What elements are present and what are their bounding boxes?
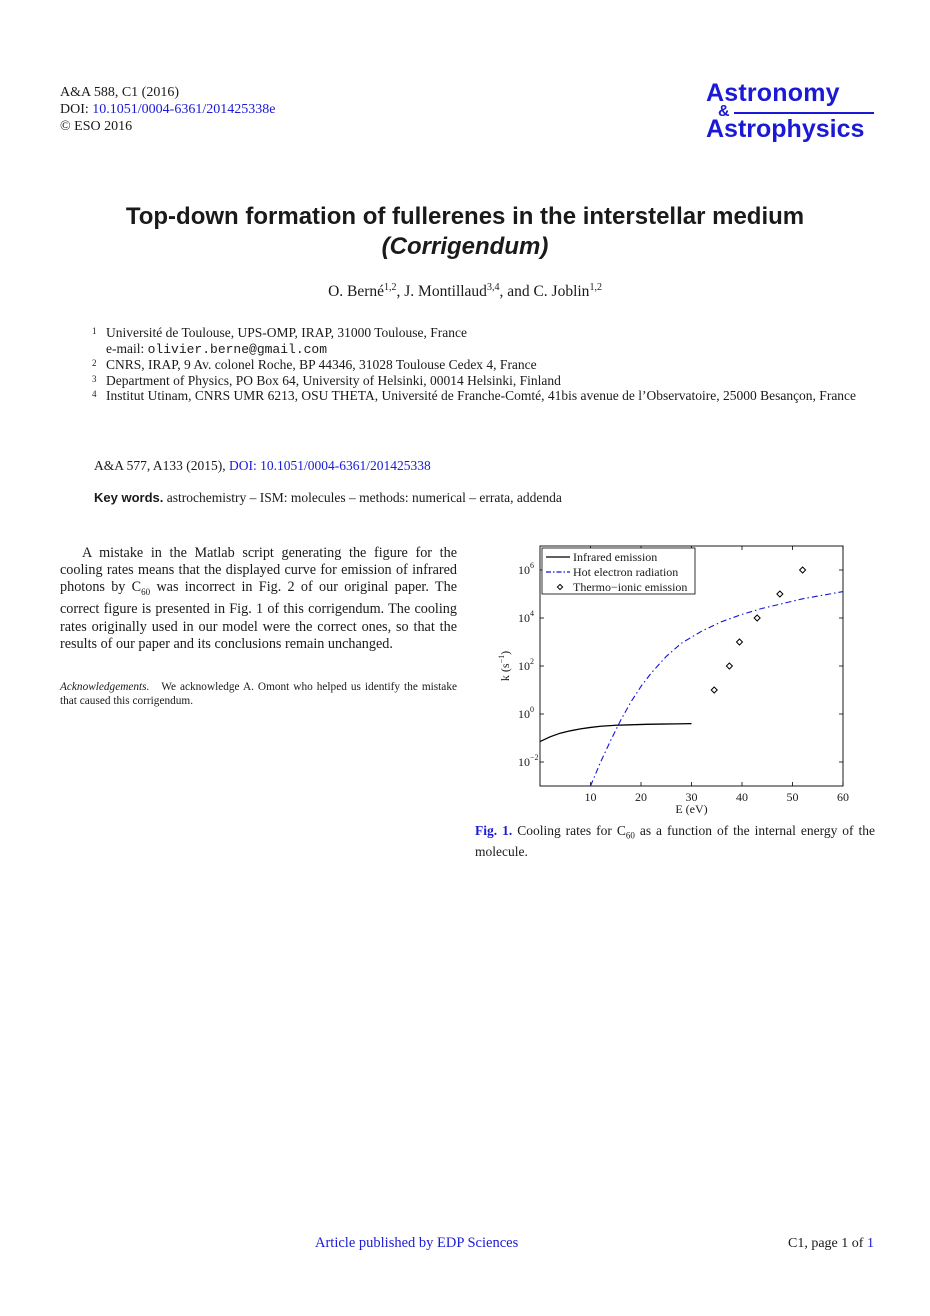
page-text: C1, page 1 of (788, 1236, 867, 1251)
doi-label: DOI: (60, 102, 89, 117)
y-tick-label: $10^2$ (518, 657, 534, 673)
author-sep: , and (499, 283, 534, 301)
author: O. Berné (328, 283, 385, 301)
body-paragraph (60, 545, 457, 653)
thermo-ionic-point (726, 663, 732, 669)
title-main: Top-down formation of fullerenes in the interstellar medium (125, 203, 805, 230)
author-sup: 1,2 (384, 282, 397, 293)
y-tick-label: $10^4$ (518, 609, 534, 625)
body-text (60, 545, 457, 653)
citation: A&A 588, C1 (2016) (60, 85, 179, 100)
x-tick-label: 40 (736, 790, 748, 804)
logo-line2: Astrophysics (706, 115, 865, 143)
thermo-ionic-point (800, 567, 806, 573)
x-tick-label: 50 (786, 790, 799, 804)
body-text-part: was incorrect in Fig. 2 of our original paper. The correct figure is presented in Fig. 1 of this corrigendum. The cooling rates originally used in our model were the correct ones, so that the results of our paper and its conclusions remain unchanged. (60, 579, 457, 652)
doi-link[interactable]: 10.1051/0004-6361/201425338e (92, 102, 276, 117)
logo-ampersand: & (718, 103, 730, 120)
thermo-ionic-point (711, 687, 717, 693)
hot-electron-line (591, 592, 844, 786)
body-text-part: A mistake in the Matlab script generating the figure for the cooling rates means that the displayed curve for emission of infrared photons by C (60, 545, 457, 596)
affiliations (92, 325, 862, 404)
reference-doi-link[interactable]: DOI: 10.1051/0004-6361/201425338 (229, 458, 431, 473)
affiliation (92, 373, 862, 389)
keywords-text: astrochemistry – ISM: molecules – methods: numerical – errata, addenda (166, 490, 562, 505)
thermo-ionic-point (777, 591, 783, 597)
x-axis-label: E (eV) (675, 802, 708, 816)
publisher-footer[interactable]: Article published by EDP Sciences (315, 1235, 519, 1251)
affiliation-number: 1 (92, 326, 97, 336)
affiliation-number: 3 (92, 373, 97, 384)
x-tick-label: 60 (837, 790, 849, 804)
author-sup: 1,2 (589, 282, 602, 293)
affiliation (92, 388, 862, 404)
logo-rule (734, 112, 874, 114)
infrared-emission-line (540, 724, 692, 742)
legend-label: Hot electron radiation (573, 565, 679, 579)
figure-caption (475, 823, 875, 860)
x-tick-label: 20 (635, 790, 647, 804)
y-axis-label: k $(s^{-1})$ (497, 650, 512, 682)
figure-1 (490, 538, 870, 818)
figure-label[interactable]: Fig. 1. (475, 823, 513, 838)
author-list (60, 282, 870, 301)
chart-legend (542, 548, 695, 594)
journal-logo (706, 79, 878, 143)
affiliation-text: CNRS, IRAP, 9 Av. colonel Roche, BP 44346, 31028 Toulouse Cedex 4, France (106, 357, 537, 373)
c60-subscript: 60 (141, 587, 151, 598)
x-tick-label: 30 (685, 790, 698, 804)
affiliation-text: Institut Utinam, CNRS UMR 6213, OSU THETA, Université de Franche-Comté, 41bis avenue de l’Observatoire, 25000 Besançon, France (106, 388, 857, 404)
email-address[interactable]: olivier.berne@gmail.com (147, 341, 328, 357)
thermo-ionic-point (754, 615, 760, 621)
caption-text: Cooling rates for C (517, 823, 626, 838)
affiliation-number: 4 (92, 389, 97, 400)
legend-label: Infrared emission (573, 550, 658, 564)
cooling-rates-chart (490, 538, 870, 818)
paper-title (60, 202, 870, 262)
title-sub: (Corrigendum) (381, 233, 549, 260)
affiliation-number: 2 (92, 358, 97, 369)
original-reference (94, 458, 431, 474)
page-total-link[interactable]: 1 (866, 1236, 874, 1251)
page-number (788, 1236, 874, 1252)
legend-label: Thermo−ionic emission (573, 580, 688, 594)
doi-line (60, 101, 275, 118)
logo-line1: Astronomy (706, 79, 840, 107)
x-tick-label: 10 (584, 790, 597, 804)
y-tick-label: $10^6$ (518, 561, 534, 577)
acknowledgements-text: We acknowledge A. Omont who helped us identify the mistake that caused this corrigendum. (60, 681, 457, 707)
author: J. Montillaud (404, 283, 487, 301)
keywords-label: Key words. (94, 490, 164, 505)
copyright: © ESO 2016 (60, 119, 133, 134)
author: C. Joblin (533, 283, 590, 301)
reference-text: A&A 577, A133 (2015), (94, 458, 229, 473)
acknowledgements-label: Acknowledgements. (60, 681, 150, 693)
keywords (94, 490, 562, 506)
thermo-ionic-point (736, 639, 742, 645)
caption-subscript: 60 (625, 830, 635, 841)
y-tick-label: $10^0$ (518, 705, 534, 721)
article-header (60, 84, 275, 135)
affiliation-text: Department of Physics, PO Box 64, University of Helsinki, 00014 Helsinki, Finland (106, 372, 561, 388)
acknowledgements (60, 681, 457, 708)
email-label: e-mail: (106, 340, 148, 356)
author-sep: , (396, 283, 405, 301)
y-tick-label: $10^{-2}$ (518, 753, 539, 769)
affiliation-text: Université de Toulouse, UPS-OMP, IRAP, 31000 Toulouse, France (106, 325, 467, 340)
caption-text: as a function of the internal energy of the molecule. (475, 823, 876, 859)
affiliation (92, 357, 862, 373)
affiliation (92, 325, 862, 357)
author-sup: 3,4 (486, 282, 500, 293)
